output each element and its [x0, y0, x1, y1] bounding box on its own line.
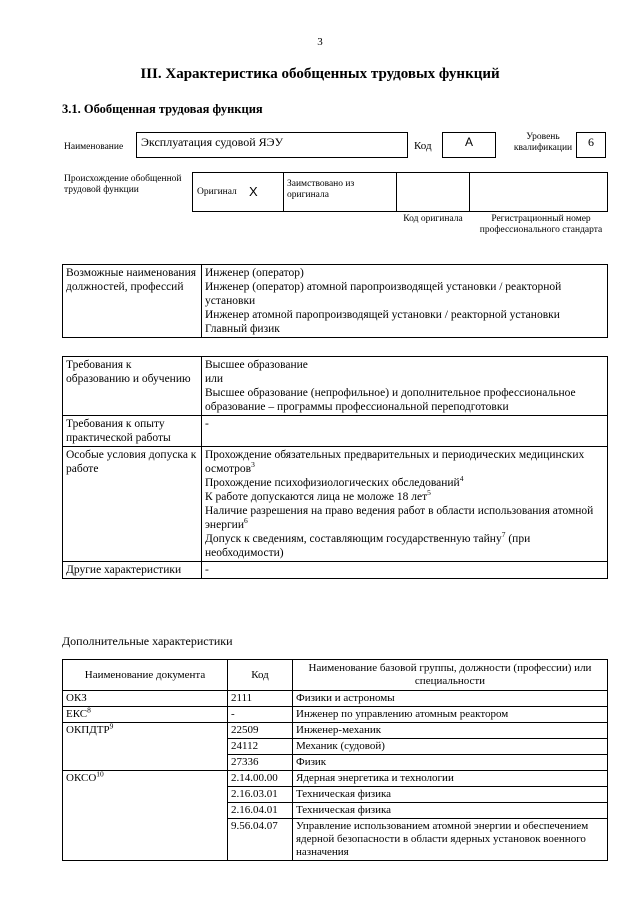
name-cell: Механик (судовой) — [293, 739, 608, 755]
doc-name — [63, 771, 228, 861]
footnote-ref: 6 — [243, 516, 248, 526]
condition-text: Прохождение психофизиологических обследований — [205, 477, 460, 489]
table-row — [63, 691, 608, 707]
footnote-ref: 8 — [87, 705, 91, 715]
name-cell: Техническая физика — [293, 803, 608, 819]
requirements-table — [62, 356, 608, 579]
code-cell: 2.16.03.01 — [228, 787, 293, 803]
position-item: Инженер (оператор) атомной паропроизводящей установки / реакторной установки — [205, 281, 562, 307]
reg-number-cell — [469, 172, 608, 212]
function-code-field: A — [442, 132, 496, 158]
additional-table — [62, 659, 608, 861]
name-cell: Физик — [293, 755, 608, 771]
level-label: Уровень квалификации — [513, 132, 573, 153]
position-item: Инженер атомной паропроизводящей установки / реакторной установки — [205, 309, 560, 321]
doc-label: ОКПДТР — [66, 724, 110, 736]
code-cell: 27336 — [228, 755, 293, 771]
table-row — [63, 771, 608, 787]
footnote-ref: 3 — [251, 460, 255, 470]
special-condition-item — [205, 532, 604, 560]
original-cell — [192, 172, 284, 212]
positions-list — [202, 265, 608, 338]
code-label: Код — [414, 140, 432, 152]
doc-name — [63, 691, 228, 707]
name-cell: Управление использованием атомной энергии и обеспечением ядерной безопасности в области ядерных установок военного назначения — [293, 819, 608, 861]
special-conditions-list — [202, 447, 608, 562]
condition-text: Наличие разрешения на право ведения работ в области использования атомной энергии — [205, 505, 594, 531]
position-item: Главный физик — [205, 323, 280, 335]
doc-name — [63, 707, 228, 723]
code-cell: 2111 — [228, 691, 293, 707]
education-list — [202, 357, 608, 416]
table-row — [63, 723, 608, 739]
additional-title: Дополнительные характеристики — [62, 634, 233, 648]
education-item: или — [205, 373, 224, 385]
positions-table — [62, 264, 608, 338]
condition-text: Допуск к сведениям, составляющим государственную тайну — [205, 533, 502, 545]
origin-label: Происхождение обобщенной трудовой функции — [64, 174, 182, 195]
table-row — [63, 707, 608, 723]
col-header-document: Наименование документа — [63, 660, 228, 691]
reg-number-label: Регистрационный номер профессионального стандарта — [479, 214, 603, 235]
col-header-name: Наименование базовой группы, должности (профессии) или специальности — [293, 660, 608, 691]
code-cell: 2.16.04.01 — [228, 803, 293, 819]
code-cell: - — [228, 707, 293, 723]
other-characteristics-value: - — [202, 562, 608, 579]
footnote-ref: 10 — [96, 769, 104, 779]
code-cell: 9.56.04.07 — [228, 819, 293, 861]
code-cell: 2.14.00.00 — [228, 771, 293, 787]
function-level-field: 6 — [576, 132, 606, 158]
doc-name — [63, 723, 228, 771]
education-item: Высшее образование (непрофильное) и дополнительное профессиональное образование – программы профессиональной переподготовки — [205, 387, 576, 413]
function-name-field: Эксплуатация судовой ЯЭУ — [136, 132, 408, 158]
position-item: Инженер (оператор) — [205, 267, 304, 279]
special-condition-item — [205, 504, 604, 532]
footnote-ref: 7 — [501, 530, 506, 540]
section-title: III. Характеристика обобщенных трудовых функций — [140, 66, 500, 82]
special-condition-item — [205, 476, 604, 490]
name-cell: Физики и астрономы — [293, 691, 608, 707]
name-cell: Инженер по управлению атомным реактором — [293, 707, 608, 723]
code-cell: 22509 — [228, 723, 293, 739]
experience-value: - — [202, 416, 608, 447]
education-item: Высшее образование — [205, 359, 308, 371]
footnote-ref: 4 — [459, 474, 464, 484]
doc-label: ЕКС — [66, 708, 88, 720]
name-cell: Ядерная энергетика и технологии — [293, 771, 608, 787]
name-cell: Техническая физика — [293, 787, 608, 803]
experience-label: Требования к опыту практической работы — [63, 416, 202, 447]
special-conditions-label: Особые условия допуска к работе — [63, 447, 202, 562]
col-header-code: Код — [228, 660, 293, 691]
footnote-ref: 5 — [427, 488, 431, 498]
borrowed-cell: Заимствовано из оригинала — [283, 172, 397, 212]
condition-text: К работе допускаются лица не моложе 18 лет — [205, 491, 428, 503]
code-original-cell — [396, 172, 470, 212]
code-original-label: Код оригинала — [403, 214, 463, 224]
original-label: Оригинал — [197, 187, 237, 197]
original-mark: X — [249, 184, 258, 199]
condition-text: Прохождение обязательных предварительных и периодических медицинских осмотров — [205, 449, 585, 475]
special-condition-item — [205, 490, 604, 504]
education-label: Требования к образованию и обучению — [63, 357, 202, 416]
other-characteristics-label: Другие характеристики — [63, 562, 202, 579]
code-cell: 24112 — [228, 739, 293, 755]
subsection-title: 3.1. Обобщенная трудовая функция — [62, 102, 263, 116]
positions-label: Возможные наименования должностей, профессий — [63, 265, 202, 338]
page-number: 3 — [317, 36, 323, 48]
condition-after: (при необходимости) — [205, 533, 531, 559]
name-label: Наименование — [64, 142, 124, 152]
doc-label: ОКСО — [66, 772, 97, 784]
name-cell: Инженер-механик — [293, 723, 608, 739]
special-condition-item — [205, 448, 604, 476]
footnote-ref: 9 — [109, 721, 114, 731]
doc-label: ОКЗ — [66, 692, 87, 704]
